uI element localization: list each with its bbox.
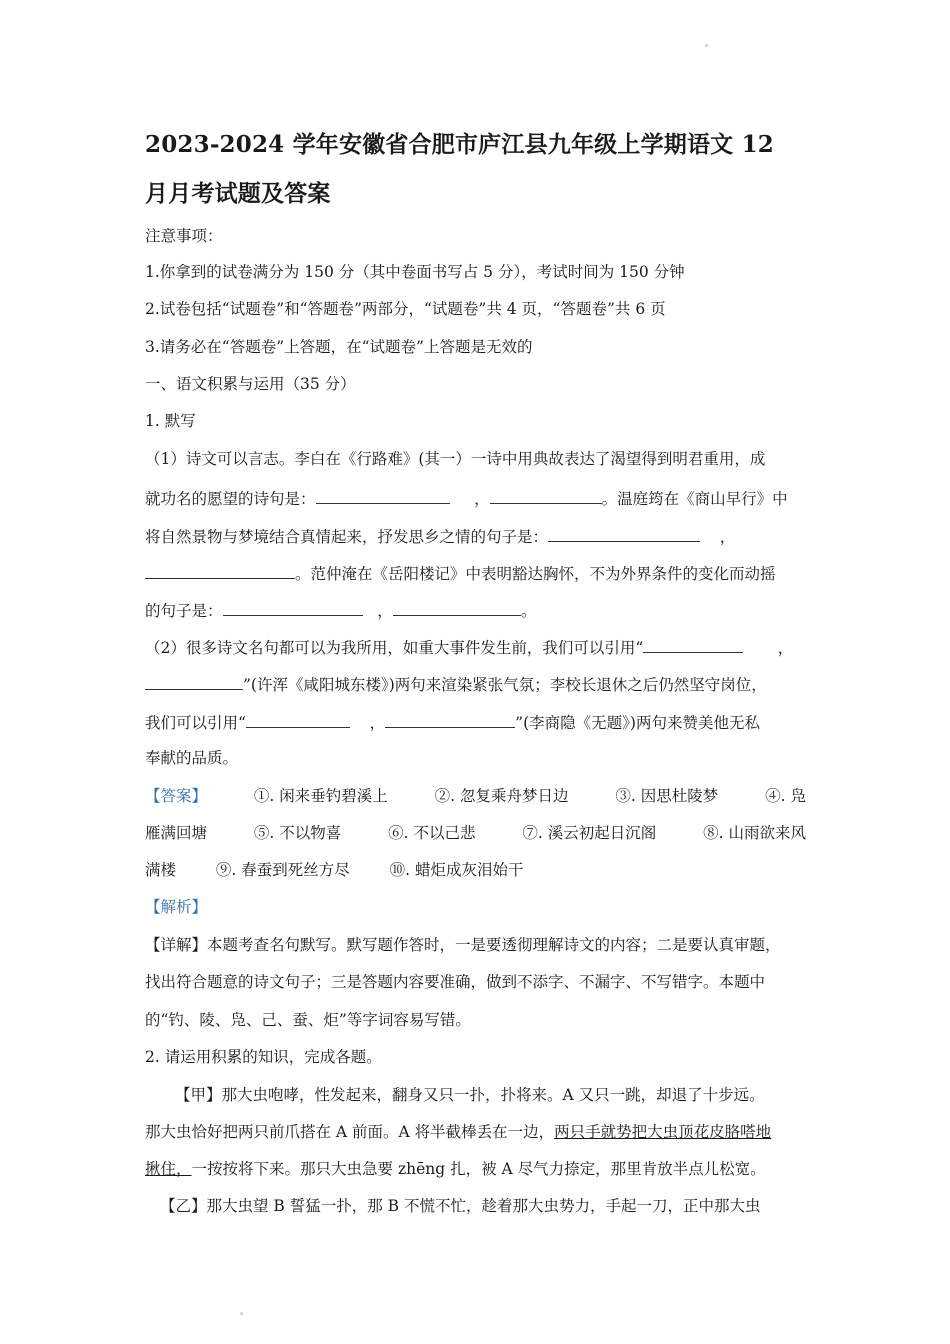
answer-item: 满楼 bbox=[145, 861, 177, 879]
fill-blank bbox=[246, 711, 350, 728]
fill-blank bbox=[316, 487, 450, 504]
answer-line bbox=[145, 860, 523, 880]
comma: ， bbox=[719, 528, 736, 546]
question-text bbox=[145, 673, 767, 695]
answer-item: ⑨. 春蚕到死丝方尽 bbox=[215, 861, 350, 879]
notice-item: 2.试卷包括“试题卷”和“答题卷”两部分，“试题卷”共 4 页，“答题卷”共 6 页 bbox=[145, 300, 666, 318]
answer-item: ④. 凫 bbox=[765, 787, 806, 805]
question-text-segment: 的句子是： bbox=[145, 602, 223, 620]
period: 。 bbox=[520, 602, 537, 620]
question-text-segment: 我们可以引用“ bbox=[145, 714, 246, 732]
passage-text bbox=[145, 1122, 771, 1142]
question-heading: 1. 默写 bbox=[145, 412, 196, 430]
page-title-line-1: 2023-2024 学年安徽省合肥市庐江县九年级上学期语文 12 bbox=[145, 131, 774, 158]
fill-blank bbox=[490, 487, 602, 504]
question-text-segment: 将自然景物与梦境结合真情起来，抒发思乡之情的句子是： bbox=[145, 528, 549, 546]
answer-item: ⑥. 不以己悲 bbox=[388, 824, 476, 842]
analysis-text: 找出符合题意的诗文句子；三是答题内容要准确，做到不添字、不漏字、不写错字。本题中 bbox=[145, 973, 766, 991]
analysis-tag: 【解析】 bbox=[145, 898, 208, 916]
answer-line bbox=[145, 786, 806, 806]
question-text bbox=[145, 599, 536, 621]
question-text bbox=[145, 525, 735, 547]
section-heading: 一、语文积累与运用（35 分） bbox=[145, 375, 356, 393]
underlined-sentence: 两只手就势把大虫顶花皮胳嗒地 bbox=[554, 1123, 772, 1141]
question-text bbox=[145, 636, 793, 658]
comma: ， bbox=[474, 490, 490, 508]
passage-text: 【甲】那大虫咆哮，性发起来，翻身又只一扑，扑将来。A 又只一跳，却退了十步远。 bbox=[175, 1086, 765, 1104]
answer-item: ②. 忽复乘舟梦日边 bbox=[434, 787, 569, 805]
comma: ， bbox=[377, 602, 393, 620]
fill-blank bbox=[548, 525, 700, 542]
scan-speck bbox=[240, 1312, 243, 1315]
question-text: 奉献的品质。 bbox=[145, 749, 239, 767]
comma: ， bbox=[777, 639, 794, 657]
comma: ， bbox=[369, 714, 386, 732]
scan-speck bbox=[705, 44, 708, 47]
answer-item: ⑤. 不以物喜 bbox=[253, 824, 342, 842]
question-text-segment: ”(李商隐《无题》)两句来赞美他无私 bbox=[515, 714, 760, 732]
answer-item: ①. 闲来垂钓碧溪上 bbox=[253, 787, 388, 805]
analysis-text: 的“钓、陵、凫、己、蚕、炬”等字词容易写错。 bbox=[145, 1011, 471, 1029]
question-text-segment: 。范仲淹在《岳阳楼记》中表明豁达胸怀，不为外界条件的变化而动摇 bbox=[295, 565, 776, 583]
passage-text-segment: 那大虫恰好把两只前爪搭在 A 前面。A 将半截棒丢在一边， bbox=[145, 1123, 555, 1141]
analysis-text: 【详解】本题考查名句默写。默写题作答时，一是要透彻理解诗文的内容；二是要认真审题， bbox=[145, 936, 781, 954]
fill-blank bbox=[223, 599, 363, 616]
answer-item: ⑩. 蜡炬成灰泪始干 bbox=[389, 861, 524, 879]
question-text-segment: 。温庭筠在《商山早行》中 bbox=[601, 490, 788, 508]
underlined-sentence: 揪住， bbox=[145, 1160, 192, 1178]
answer-item: ⑧. 山雨欲来风 bbox=[703, 824, 806, 842]
answer-item: ⑦. 溪云初起日沉阁 bbox=[522, 824, 657, 842]
answer-line bbox=[145, 823, 806, 843]
question-text-segment: ”(许浑《咸阳城东楼》)两句来渲染紧张气氛；李校长退休之后仍然坚守岗位， bbox=[243, 676, 767, 694]
page-title-line-2: 月月考试题及答案 bbox=[145, 180, 331, 207]
question-text: （1）诗文可以言志。李白在《行路难》(其一）一诗中用典故表达了渴望得到明君重用，成 bbox=[145, 450, 766, 468]
question-text-segment: 就功名的愿望的诗句是： bbox=[145, 490, 316, 508]
notice-item: 1.你拿到的试卷满分为 150 分（其中卷面书写占 5 分），考试时间为 150 分钟 bbox=[145, 263, 685, 281]
notice-heading: 注意事项： bbox=[145, 227, 223, 245]
question-text bbox=[145, 487, 788, 509]
notice-item: 3.请务必在“答题卷”上答题，在“试题卷”上答题是无效的 bbox=[145, 338, 533, 356]
answer-item: ③. 因思杜陵梦 bbox=[615, 787, 719, 805]
question-text bbox=[145, 711, 760, 733]
question-heading: 2. 请运用积累的知识，完成各题。 bbox=[145, 1048, 382, 1066]
question-text bbox=[145, 562, 776, 584]
question-text-segment: （2）很多诗文名句都可以为我所用，如重大事件发生前，我们可以引用“ bbox=[145, 639, 644, 657]
passage-text-segment: 一按按将下来。那只大虫急要 zhēng 扎，被 A 尽气力捺定，那里肯放半点儿松宽。 bbox=[191, 1160, 766, 1178]
fill-blank bbox=[385, 711, 515, 728]
answer-tag: 【答案】 bbox=[145, 787, 208, 805]
fill-blank bbox=[393, 599, 521, 616]
fill-blank bbox=[643, 636, 743, 653]
answer-item: 雁满回塘 bbox=[145, 824, 208, 842]
passage-text bbox=[145, 1159, 766, 1179]
fill-blank bbox=[145, 562, 295, 579]
fill-blank bbox=[145, 673, 243, 690]
passage-text: 【乙】那大虫望 B 誓猛一扑，那 B 不慌不忙，趁着那大虫势力，手起一刀，正中那大虫 bbox=[160, 1197, 761, 1215]
